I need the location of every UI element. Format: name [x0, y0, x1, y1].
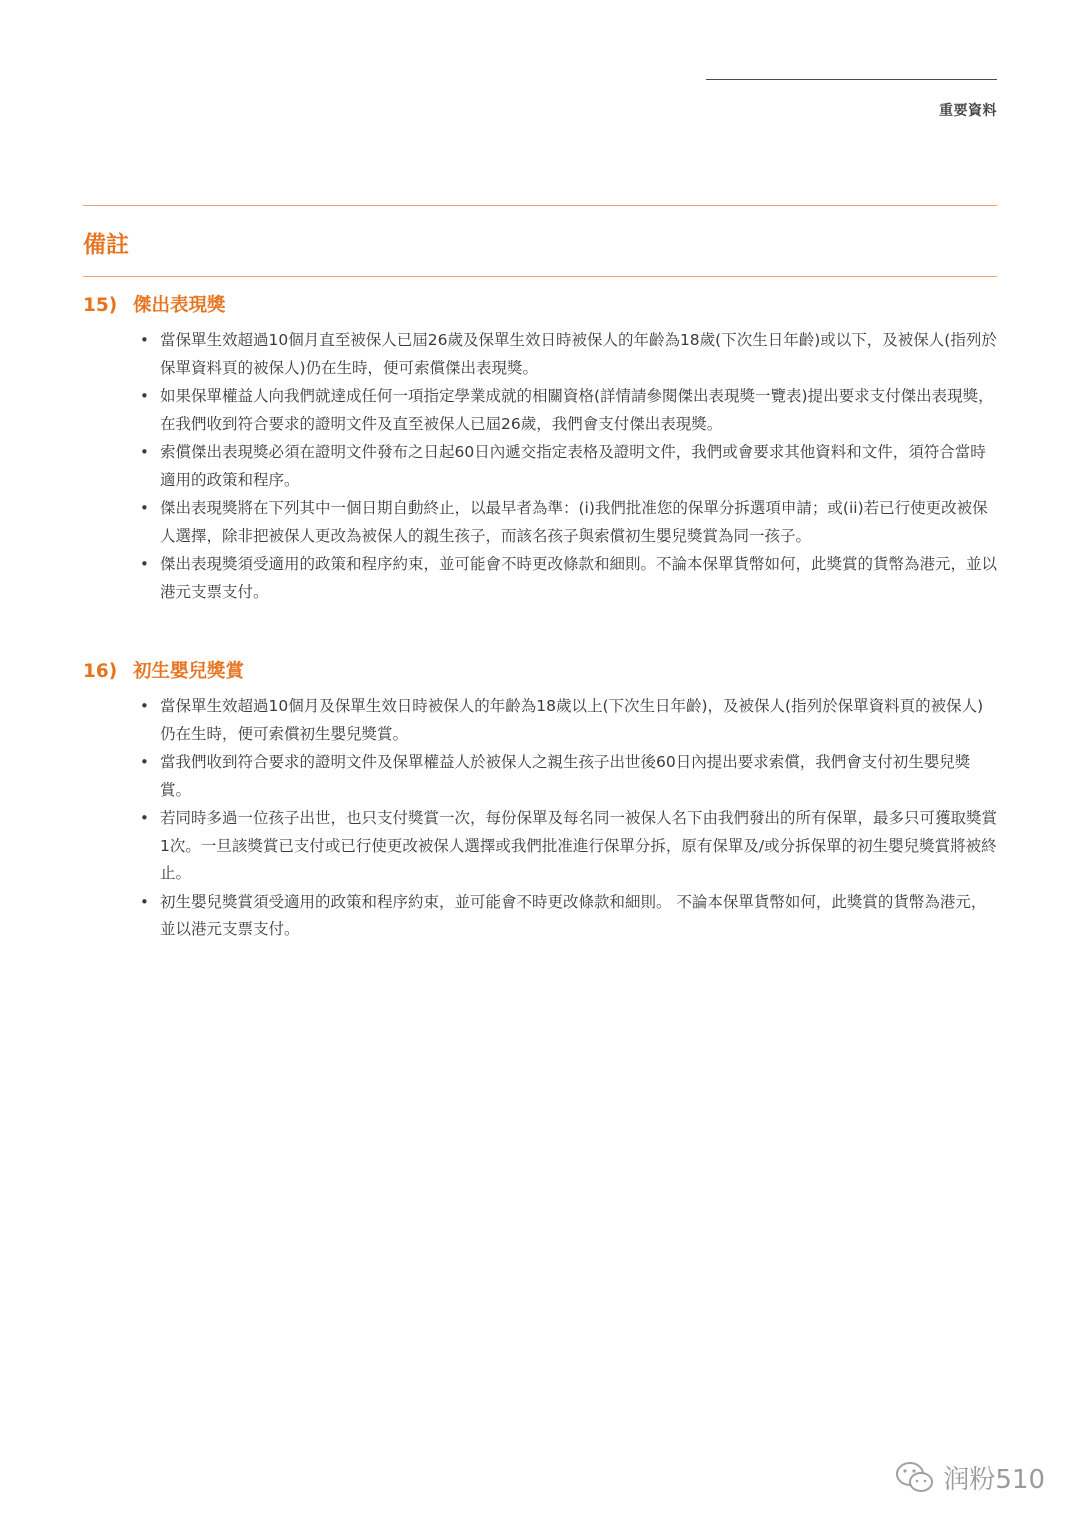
list-item: • 索償傑出表現獎必須在證明文件發布之日起60日內遞交指定表格及證明文件，我們或會要求其他資料和文件，須符合當時適用的政策和程序。	[83, 439, 997, 494]
bullet-icon: •	[140, 892, 149, 911]
bullet-icon: •	[140, 809, 149, 827]
watermark-text: 润粉510	[943, 1465, 1045, 1495]
header-label: 重要資料	[939, 103, 997, 119]
list-item: • 當保單生效超過10個月及保單生效日時被保人的年齡為18歲以上(下次生日年齡)，及被保人(指列於保單資料頁的被保人)仍在生時，便可索償初生嬰兒獎賞。	[83, 693, 997, 748]
wechat-icon	[895, 1461, 935, 1495]
header-divider	[706, 79, 997, 80]
note-16	[83, 659, 997, 945]
bullet-icon: •	[140, 443, 149, 461]
list-item: • 當保單生效超過10個月直至被保人已屆26歲及保單生效日時被保人的年齡為18歲(下次生日年齡)或以下，及被保人(指列於保單資料頁的被保人)仍在生時，便可索償傑出表現獎。	[83, 327, 997, 382]
note-heading	[83, 293, 997, 319]
bullet-icon: •	[140, 499, 149, 517]
list-item: • 傑出表現獎須受適用的政策和程序約束，並可能會不時更改條款和細則。不論本保單貨幣如何，此獎賞的貨幣為港元，並以港元支票支付。	[83, 551, 997, 606]
note-heading	[83, 659, 997, 685]
watermark	[895, 1459, 1045, 1496]
note-number: 16)	[83, 661, 118, 682]
list-item: • 如果保單權益人向我們就達成任何一項指定學業成就的相關資格(詳情請參閱傑出表現獎一覽表)提出要求支付傑出表現獎，在我們收到符合要求的證明文件及直至被保人已屆26歲，我們會支付傑出表現獎。	[83, 383, 997, 438]
list-item: • 若同時多過一位孩子出世，也只支付獎賞一次，每份保單及每名同一被保人名下由我們發出的所有保單，最多只可獲取獎賞1次。一旦該獎賞已支付或已行使更改被保人選擇或我們批准進行保單分拆，原有保單及/或分拆保單的初生嬰兒獎賞將被終止。	[83, 805, 997, 888]
bullet-icon: •	[140, 753, 149, 771]
bullet-icon: •	[140, 331, 149, 349]
section-title: 備註	[83, 232, 129, 258]
note-title: 傑出表現獎	[133, 295, 226, 316]
list-item: • 傑出表現獎將在下列其中一個日期自動終止，以最早者為準：(i)我們批准您的保單分拆選項申請；或(ii)若已行使更改被保人選擇，除非把被保人更改為被保人的親生孩子，而該名孩子與索償初生嬰兒獎賞為同一孩子。	[83, 495, 997, 550]
note-number: 15)	[83, 295, 118, 316]
note-15	[83, 293, 997, 607]
section-top-divider	[83, 205, 997, 206]
section-bottom-divider	[83, 276, 997, 277]
note-items	[83, 693, 997, 944]
bullet-icon: •	[140, 697, 149, 715]
note-items	[83, 327, 997, 606]
bullet-icon: •	[140, 555, 149, 573]
list-item: • 初生嬰兒獎賞須受適用的政策和程序約束，並可能會不時更改條款和細則。 不論本保單貨幣如何，此獎賞的貨幣為港元，並以港元支票支付。	[83, 889, 997, 944]
bullet-icon: •	[140, 387, 149, 405]
note-title: 初生嬰兒獎賞	[133, 661, 245, 682]
list-item: • 當我們收到符合要求的證明文件及保單權益人於被保人之親生孩子出世後60日內提出要求索償，我們會支付初生嬰兒獎賞。	[83, 749, 997, 804]
